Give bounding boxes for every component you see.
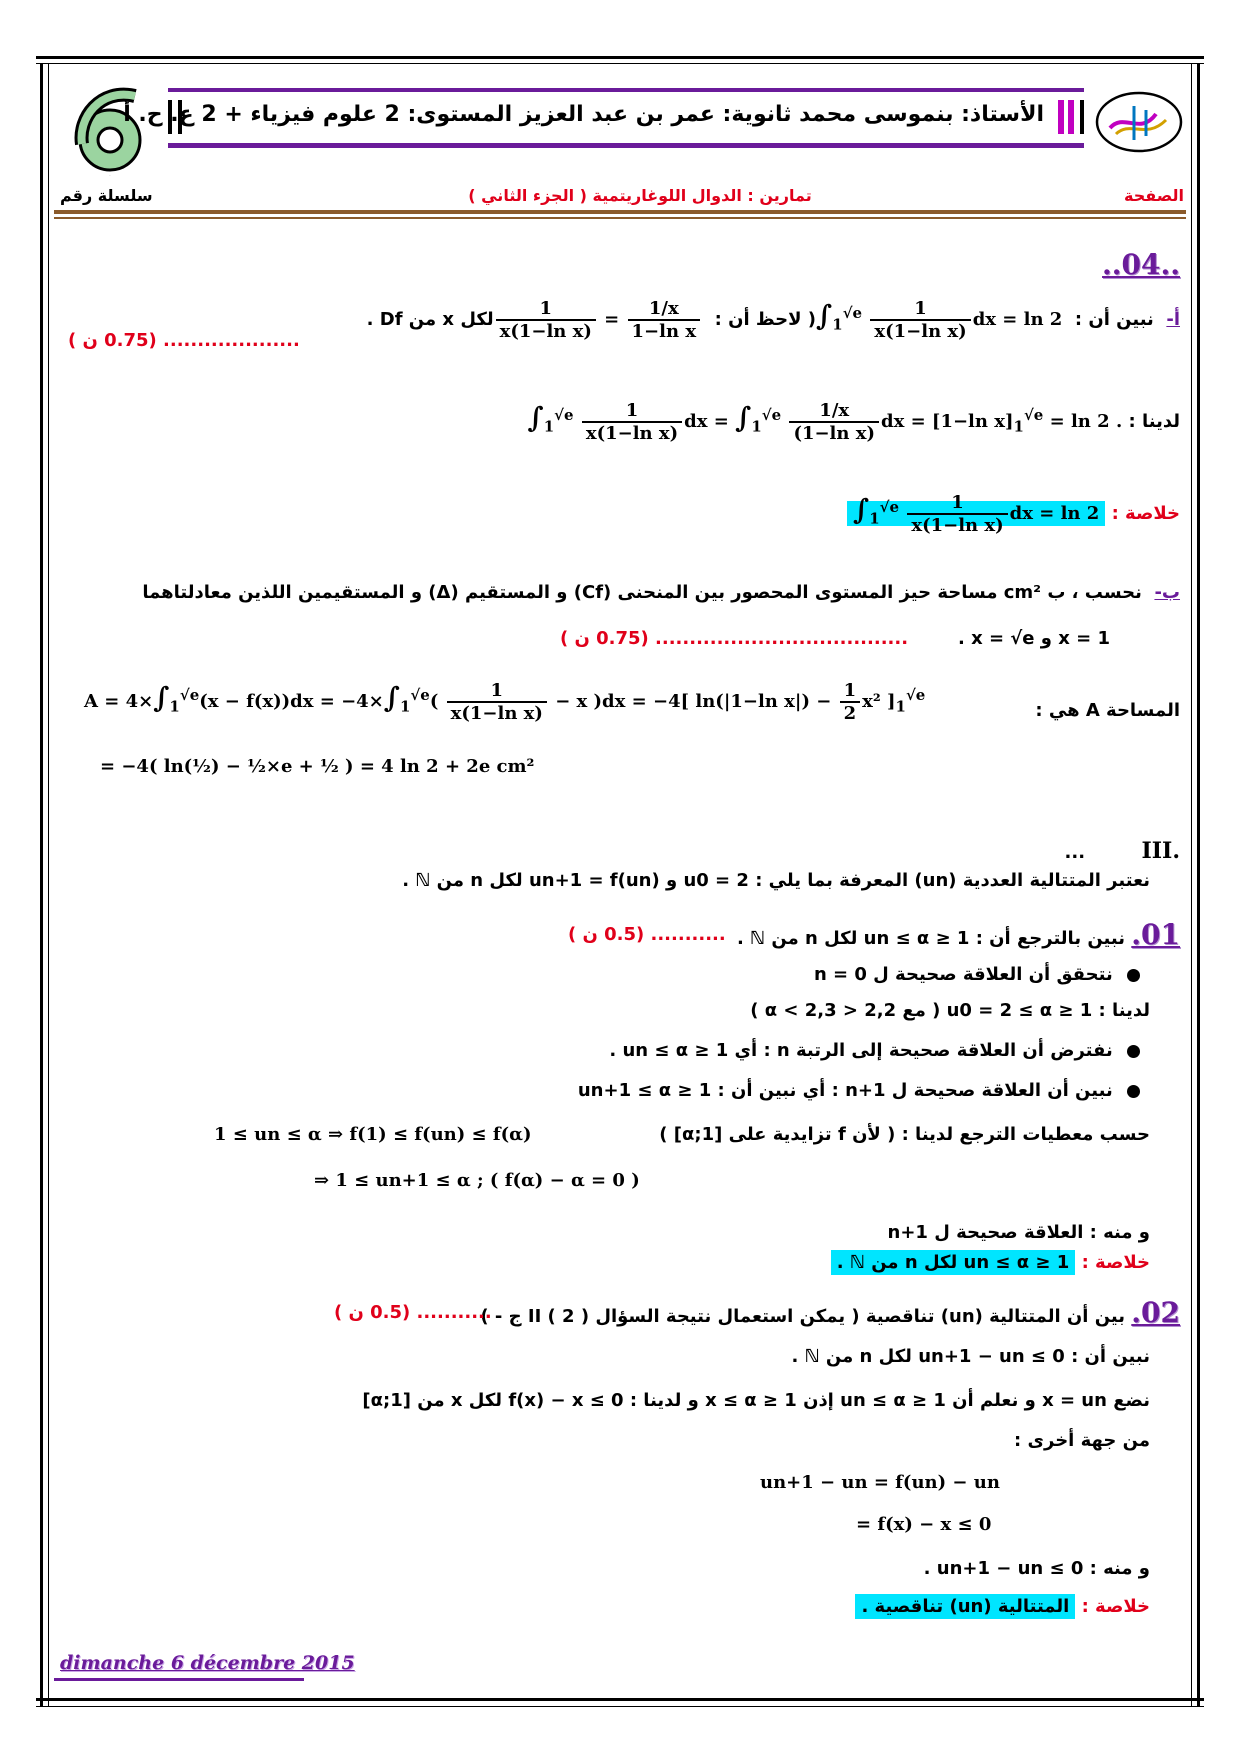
area-result: = −4( ln(½) − ½×e + ½ ) = 4 ln 2 + 2e cm² [100, 756, 535, 777]
q01-heading [737, 918, 1180, 951]
q02-eq2: = f(x) − x ≤ 0 [856, 1514, 992, 1535]
part-b-lines: x = 1 و x = √e . [957, 628, 1110, 649]
frame-top-rule [36, 56, 1204, 59]
q01-bullet-3 [578, 1080, 1140, 1101]
page-label: الصفحة [1123, 186, 1184, 205]
q02-conclusion-box: المتتالية (un) تناقصية . [855, 1594, 1075, 1619]
q02-show: نبين أن : un+1 − un ≤ 0 لكل n من ℕ . [791, 1346, 1150, 1367]
q02-heading [480, 1296, 1180, 1329]
part-III-title: III. [1141, 838, 1180, 864]
school-logo-icon [1094, 90, 1184, 154]
q02-points: ........... (0.5 ن ) [334, 1302, 492, 1323]
ex04-conclusion [847, 492, 1180, 536]
part-b-label: ب- [1154, 582, 1180, 603]
q01-number: 01. [1131, 918, 1180, 951]
ex04-we-have [528, 400, 1180, 444]
q01-b1-text: نتحقق أن العلاقة صحيحة ل n = 0 [813, 964, 1113, 985]
frame-top-rule-thin [36, 63, 1204, 64]
conclusion-box: $\int_1^{√e}$ $\frac{1}{\text{x(1−ln x)}}$ dx = ln 2 [847, 501, 1105, 526]
q01-b3-text: نبين أن العلاقة صحيحة ل n+1 : أي نبين أن : 1 ≤ un+1 ≤ α [577, 1080, 1113, 1101]
frame-left-rule-thin [48, 63, 49, 1706]
q02-conclusion-label: خلاصة : [1081, 1596, 1150, 1617]
q01-hypothesis-math: 1 ≤ un ≤ α ⇒ f(1) ≤ f(un) ≤ f(α) [214, 1124, 532, 1145]
area-formula: $A = 4\times\int_1^{√e}(x - f(x))dx = -4\times\int_1^{√e}$( $\frac{1}{\text{x(1−ln x)}}$ − x )dx = −4[ ln(|1−ln x|) − $\frac{1}{2}$ x² ]$_1^{√e}$ [84, 680, 926, 724]
header-band [123, 88, 1084, 148]
frame-right-rule [1197, 63, 1200, 1706]
part-a-points: .................... (0.75 ن ) [68, 330, 300, 351]
we-have-label: لدينا : [1128, 411, 1180, 432]
part-b-points: ..................................... (0.75 ن ) [560, 628, 909, 649]
footer-date: dimanche 6 décembre 2015 [60, 1652, 355, 1674]
conclusion-label: خلاصة : [1111, 503, 1180, 524]
subhead-rule-thin [54, 217, 1186, 219]
we-have-computation: $\int_1^{√e}$ $\frac{1}{\text{x(1−ln x)}}$ dx = $\int_1^{√e}$ $\frac{1/x}{\text{(1−ln x)}}$ dx = [1−ln $x]_1^{√e} = \ln 2$ . [527, 400, 1123, 444]
part-III-heading [1065, 838, 1180, 864]
bullet-icon [1127, 969, 1140, 982]
part-a-show: نبين أن : [1074, 309, 1154, 330]
part-III-intro: نعتبر المتتالية العددية (un) المعرفة بما يلي : u0 = 2 و un+1 = f(un) لكل n من ℕ . [402, 870, 1150, 891]
q01-conclusion-label: خلاصة : [1081, 1252, 1150, 1273]
footer-rule [54, 1678, 304, 1681]
q02-other: من جهة أخرى : [1014, 1430, 1150, 1451]
q01-b1-detail: لدينا : 1 ≤ u0 = 2 ≤ α ( مع 2,2 < α < 2,3 ) [750, 1000, 1150, 1021]
frame-bottom-rule-thin [36, 1706, 1204, 1707]
part-b-text: نحسب ، ب cm² مساحة حيز المستوى المحصور بين المنحنى (Cf) و المستقيم (Δ) و المستقيمين اللذين معادلتاهما [142, 582, 1142, 603]
frame-right-rule-thin [1191, 63, 1192, 1706]
q01-bullet-1 [814, 964, 1140, 985]
q01-thus: و منه : العلاقة صحيحة ل n+1 [887, 1222, 1150, 1243]
bullet-icon [1127, 1085, 1140, 1098]
header-band-top-bar [168, 88, 1084, 92]
frame-left-rule [40, 63, 43, 1706]
q02-conclusion [855, 1596, 1150, 1617]
exercise-number [1102, 248, 1180, 281]
part-a-note: ( لاحظ أن : [714, 309, 817, 330]
subhead-rule [54, 210, 1186, 214]
frame-bottom-rule [36, 1698, 1204, 1701]
badge-number: 6 [109, 176, 111, 177]
header-band-right-stroke [1080, 100, 1084, 134]
q01-conclusion [831, 1252, 1150, 1273]
q02-eq1: un+1 − un = f(un) − un [760, 1472, 1000, 1493]
part-a-identity: $\frac{1}{\text{x(1−ln x)}}$ = $\frac{1/x}{\text{1−ln x}}$ [494, 309, 709, 330]
part-III-dots: ... [1064, 842, 1086, 863]
area-label: المساحة A هي : [1035, 700, 1180, 721]
q02-thus: و منه : un+1 − un ≤ 0 . [923, 1558, 1150, 1579]
part-a-for-all: لكل x من Df . [366, 309, 494, 330]
q02-number: 02. [1131, 1296, 1180, 1329]
q01-bullet-2 [609, 1040, 1140, 1061]
header-band-bottom-bar [168, 143, 1084, 148]
exercise-04-number: ..04.. [1102, 248, 1180, 281]
bullet-icon [1127, 1045, 1140, 1058]
q01-b2-text: نفترض أن العلاقة صحيحة إلى الرتبة n : أي 1 ≤ un ≤ α . [609, 1040, 1113, 1061]
q01-implication: ⇒ 1 ≤ un+1 ≤ α ; ( f(α) − α = 0 ) [314, 1170, 640, 1191]
header-band-right-accent-2 [1058, 100, 1064, 134]
series-label: سلسلة رقم [60, 186, 153, 205]
q01-conclusion-box: 1 ≤ un ≤ α لكل n من ℕ . [831, 1250, 1076, 1275]
subject-title: تمارين : الدوال اللوغاريتمية ( الجزء الثاني ) [468, 186, 812, 205]
header-title: الأستاذ: بنموسى محمد ثانوية: عمر بن عبد العزيز المستوى: 2 علوم فيزياء + 2 ع. ح. أ [123, 102, 1044, 127]
part-a-integral: $\int_1^{√e}$ $\frac{1}{\text{x(1−ln x)}}$ dx = ln 2 [816, 298, 1069, 342]
q02-set: نضع x = un و نعلم أن 1 ≤ un ≤ α إذن 1 ≤ x ≤ α و لدينا : f(x) − x ≤ 0 لكل x من [1;α] [362, 1390, 1150, 1411]
part-a-label: أ- [1166, 309, 1180, 330]
q02-statement: بين أن المتتالية (un) تناقصية ( يمكن استعمال نتيجة السؤال II ( 2 ) ج - ) [480, 1306, 1125, 1327]
q01-points: ........... (0.5 ن ) [568, 924, 726, 945]
q01-hypothesis: حسب معطيات الترجع لدينا : ( لأن f تزايدية على [1;α] ) [659, 1124, 1150, 1145]
number-six-badge-icon [60, 78, 160, 178]
ex04-part-b [142, 582, 1180, 603]
header-band-right-accent [1068, 100, 1074, 134]
q01-statement: نبين بالترجع أن : 1 ≤ un ≤ α لكل n من ℕ . [736, 928, 1125, 949]
